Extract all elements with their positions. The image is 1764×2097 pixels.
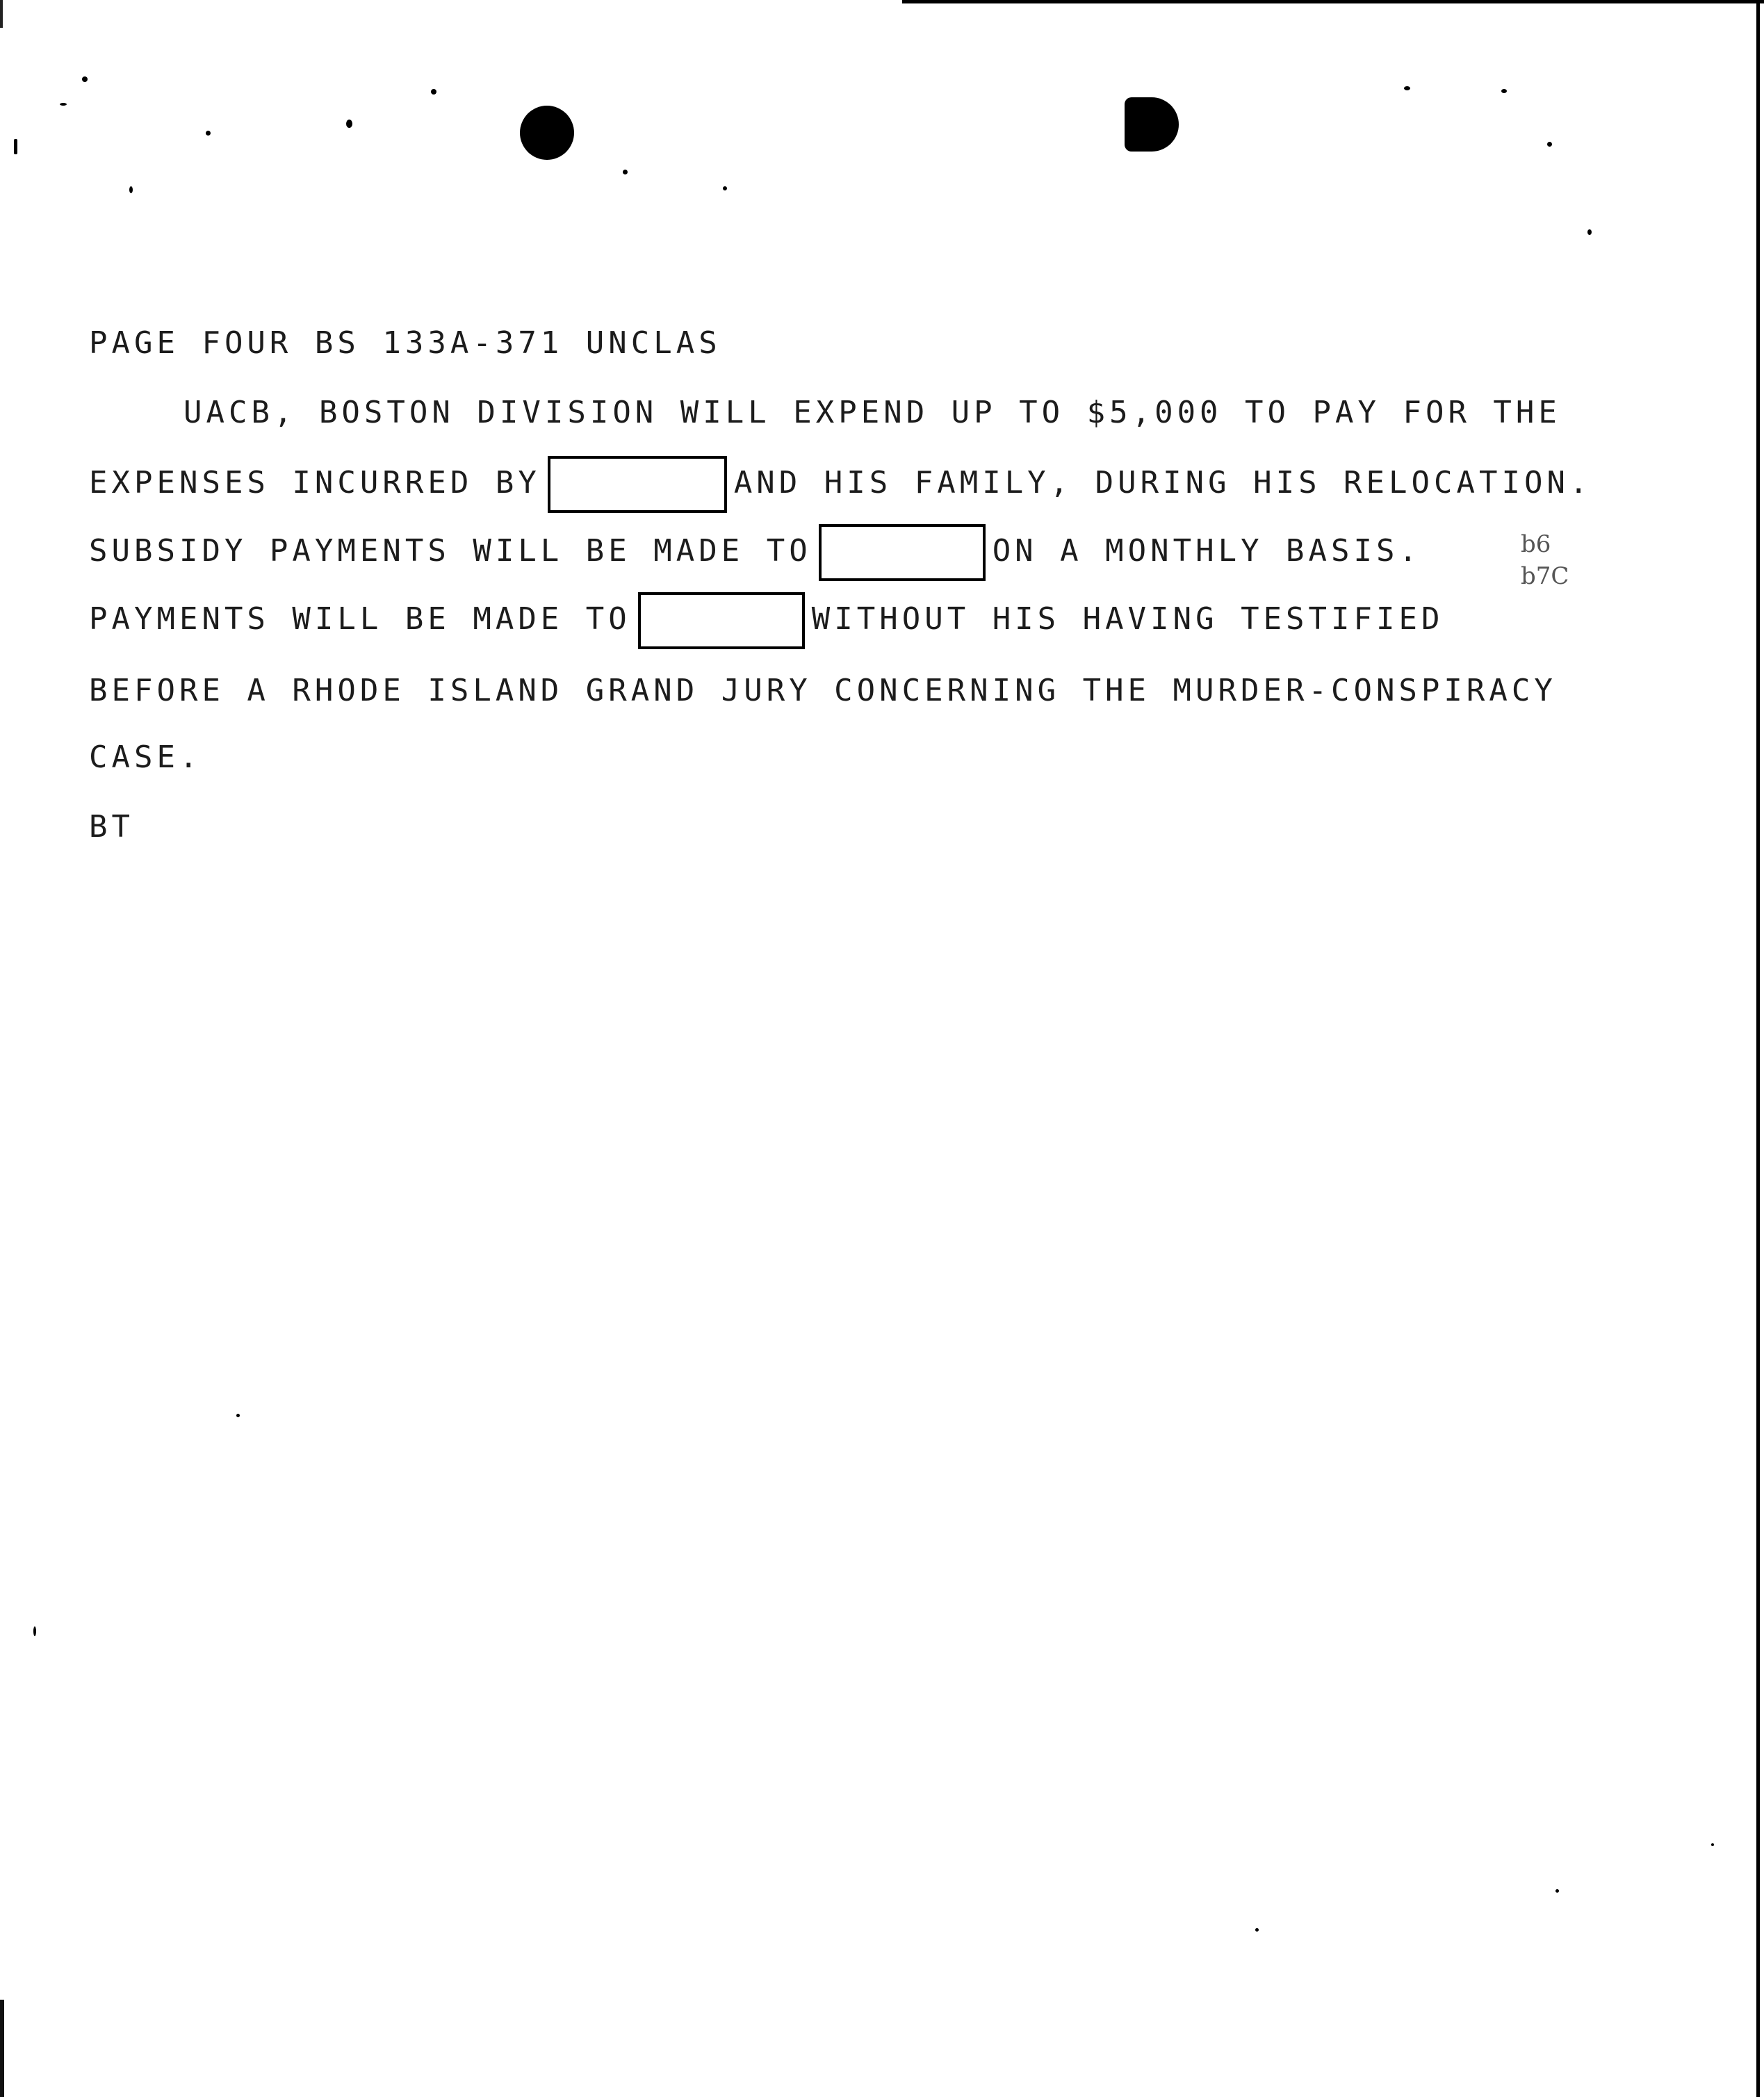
scan-speck (1547, 142, 1552, 147)
body-text: AND HIS FAMILY, DURING HIS RELOCATION. (733, 465, 1592, 500)
body-line-4 (89, 592, 1444, 649)
scan-speck (346, 120, 352, 128)
scan-speck (431, 89, 436, 95)
body-line-6 (89, 738, 202, 777)
scan-speck (33, 1626, 36, 1636)
scan-speck (623, 170, 628, 174)
scan-speck (1404, 86, 1410, 90)
scan-speck (1501, 89, 1507, 93)
redaction-box (548, 456, 727, 513)
scan-edge-right (1756, 0, 1760, 2097)
body-text: UACB, BOSTON DIVISION WILL EXPEND UP TO $5,000 TO PAY FOR THE (183, 395, 1561, 430)
scan-speck (82, 76, 88, 82)
scan-speck (1555, 1889, 1559, 1893)
scan-speck (723, 186, 727, 190)
scan-speck (1587, 229, 1592, 235)
body-text: CASE. (89, 740, 202, 775)
body-line-5 (89, 671, 1557, 710)
body-text: BEFORE A RHODE ISLAND GRAND JURY CONCERNING THE MURDER-CONSPIRACY (89, 673, 1557, 708)
scan-speck (1711, 1843, 1714, 1846)
scan-speck (206, 131, 211, 136)
body-text: SUBSIDY PAYMENTS WILL BE MADE TO (89, 533, 812, 569)
punch-hole-right (1125, 97, 1179, 152)
exemption-code: b6 (1521, 530, 1551, 558)
body-text: ON A MONTHLY BASIS. (992, 533, 1422, 569)
scan-speck (1255, 1928, 1259, 1932)
scan-edge-corner (0, 0, 3, 28)
body-line-1 (183, 393, 1561, 432)
document-header: PAGE FOUR BS 133A-371 UNCLAS (89, 325, 721, 361)
redaction-box (638, 592, 805, 649)
body-line-2 (89, 456, 1592, 513)
scan-speck (236, 1414, 240, 1417)
scan-speck (14, 139, 17, 154)
body-text: PAYMENTS WILL BE MADE TO (89, 601, 631, 637)
body-text: WITHOUT HIS HAVING TESTIFIED (811, 601, 1444, 637)
redaction-box (819, 524, 986, 581)
body-line-3 (89, 524, 1421, 581)
punch-hole-left (520, 106, 574, 160)
closing-mark: BT (89, 809, 134, 844)
scan-edge-top (902, 0, 1764, 3)
scan-speck (60, 103, 67, 106)
scan-speck (129, 186, 133, 193)
body-text: EXPENSES INCURRED BY (89, 465, 541, 500)
exemption-code: b7C (1521, 562, 1569, 590)
scan-edge-bottom-left (0, 2000, 4, 2097)
